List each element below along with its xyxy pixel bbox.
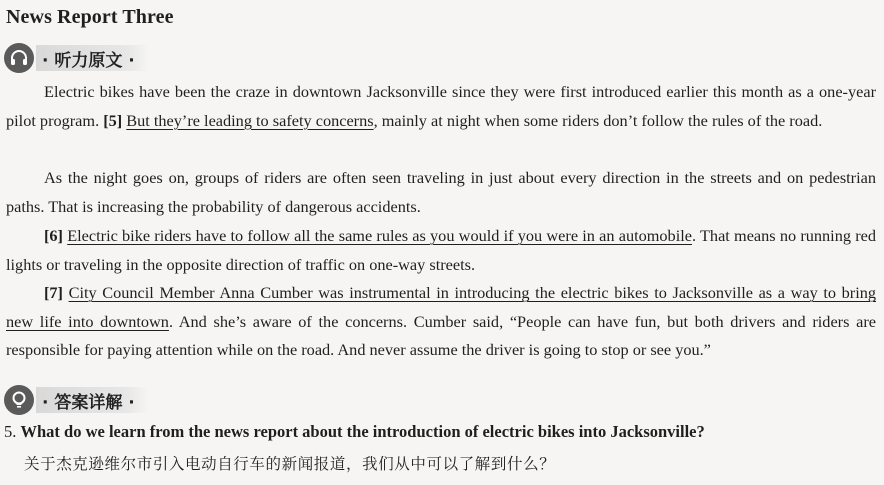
paragraph-text: . That means no running red lights or traveling in the opposite direction of traffic on one-way streets.	[6, 226, 876, 274]
answer-sentence-7: City Council Member Anna Cumber was instrumental in introducing the electric bikes to Jacksonville as a way to bring new life into downtown	[6, 283, 876, 331]
transcript-section-header	[4, 42, 149, 74]
lightbulb-icon	[4, 385, 34, 415]
answer-sentence-5: But they’re leading to safety concerns	[126, 110, 374, 130]
transcript-paragraph-3	[6, 222, 876, 279]
transcript-section-label: · 听力原文 ·	[36, 45, 149, 71]
answer-marker-7: [7]	[44, 283, 63, 302]
question-translation: 关于杰克逊维尔市引入电动自行车的新闻报道，我们从中可以了解到什么？	[24, 455, 556, 473]
paragraph-text: Electric bikes have been the craze in downtown Jacksonville since they were first introduced earlier this month as a one-year pilot program.	[6, 82, 876, 130]
answer-section-header	[4, 384, 149, 416]
transcript-paragraph-1	[6, 78, 876, 135]
question-number: 5.	[4, 422, 17, 441]
transcript-paragraph-2	[6, 164, 876, 221]
question-5	[4, 422, 705, 442]
question-text: What do we learn from the news report about the introduction of electric bikes into Jacksonville?	[20, 422, 705, 441]
paragraph-text: As the night goes on, groups of riders are often seen traveling in just about every direction in the streets and on pedestrian paths. That is increasing the probability of dangerous accidents.	[6, 168, 876, 216]
answer-sentence-6: Electric bike riders have to follow all the same rules as you would if you were in an automobile	[67, 226, 692, 245]
transcript-paragraph-4	[6, 279, 876, 365]
report-title: News Report Three	[6, 6, 174, 28]
paragraph-text: , mainly at night when some riders don’t follow the rules of the road.	[373, 110, 823, 130]
paragraph-text: . And she’s aware of the concerns. Cumber said, “People can have fun, but both drivers and riders are responsible for paying attention while on the road. And never assume the driver is going to stop or see you.”	[6, 311, 876, 360]
answer-marker-5: [5]	[103, 110, 123, 130]
headphones-icon	[4, 43, 34, 73]
answer-section-label: · 答案详解 ·	[36, 387, 149, 413]
answer-marker-6: [6]	[44, 226, 63, 245]
